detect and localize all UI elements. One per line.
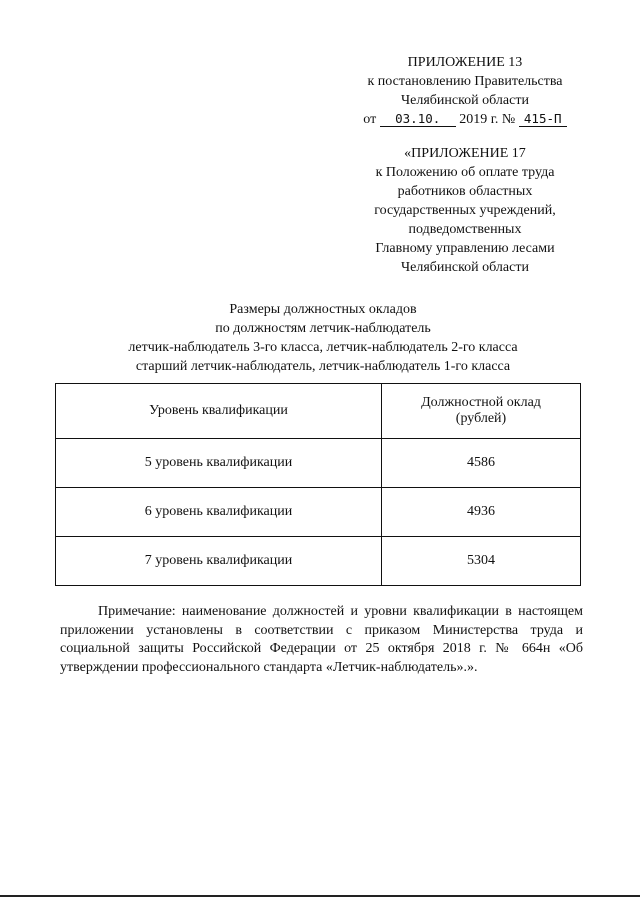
appendix-line-2: Челябинской области [401,93,529,108]
qualification-header: Уровень квалификации [56,384,382,439]
position-header [350,144,580,277]
position-line-2: работников областных [397,184,533,199]
table-row [56,439,581,488]
appendix-header [350,53,580,129]
table-row [56,537,581,586]
date-field: 03.10. [380,111,456,127]
salary-header [382,384,581,439]
table-title [60,300,586,376]
table-title-line-4: старший летчик-наблюдатель, летчик-наблюдатель 1-го класса [135,359,511,374]
qualification-cell: 5 уровень квалификации [56,439,382,488]
qualification-cell: 6 уровень квалификации [56,488,382,537]
date-prefix: от [363,112,377,127]
footer-rule [0,895,640,897]
number-field: 415-П [519,111,567,127]
date-year: 2019 г. № [459,112,516,127]
appendix-date-line [350,110,580,129]
salary-cell: 4586 [382,439,581,488]
table-header-row [56,384,581,439]
qualification-cell: 7 уровень квалификации [56,537,382,586]
position-line-6: Челябинской области [401,260,529,275]
note-paragraph: Примечание: наименование должностей и уровни квалификации в настоящем приложении установлены в соответствии с приказом Министерства труда и социальной защиты Российской Федерации от 25 октября 2018 г. № 664н «Об утверждении профессионального стандарта «Летчик-наблюдатель».». [60,604,583,675]
position-line-3: государственных учреждений, [374,203,556,218]
appendix-line-1: к постановлению Правительства [367,74,563,89]
salary-table [55,383,581,586]
salary-header-line-1: Должностной оклад [421,395,541,410]
table-title-line-2: по должностям летчик-наблюдатель [215,321,431,336]
appendix-title: ПРИЛОЖЕНИЕ 13 [407,55,523,70]
table-title-line-3: летчик-наблюдатель 3-го класса, летчик-наблюдатель 2-го класса [128,340,518,355]
position-title: «ПРИЛОЖЕНИЕ 17 [404,146,526,161]
table-title-line-1: Размеры должностных окладов [229,302,417,317]
position-line-1: к Положению об оплате труда [375,165,555,180]
position-line-4: подведомственных [408,222,522,237]
salary-cell: 5304 [382,537,581,586]
salary-cell: 4936 [382,488,581,537]
table-row [56,488,581,537]
salary-header-line-2: (рублей) [455,411,507,426]
position-line-5: Главному управлению лесами [375,241,555,256]
